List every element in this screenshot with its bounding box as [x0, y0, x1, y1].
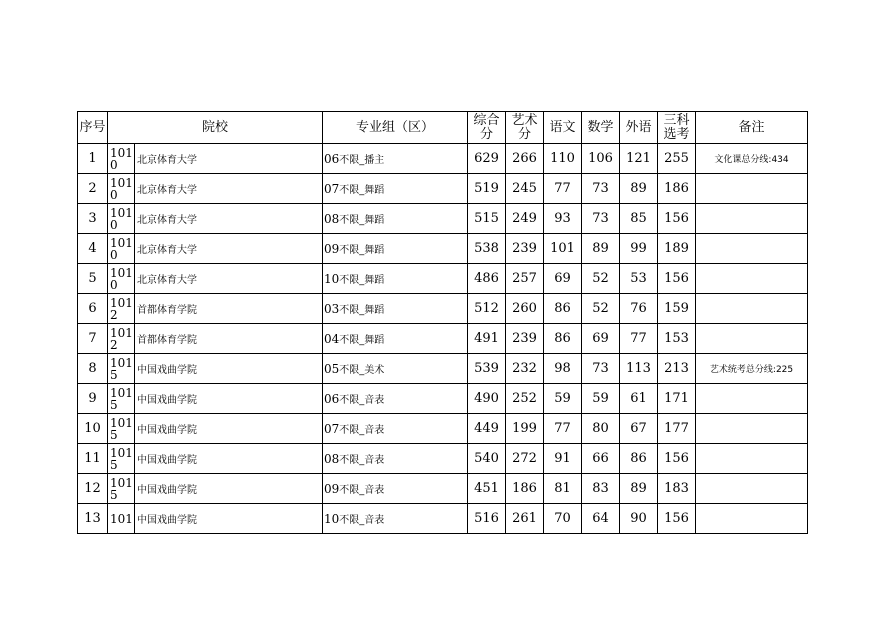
foreign-score-cell: 77	[620, 324, 658, 354]
group-cell	[323, 174, 468, 204]
group-number: 08	[324, 452, 340, 466]
math-score-cell: 89	[582, 234, 620, 264]
art-score-cell: 232	[506, 354, 544, 384]
group-cell	[323, 414, 468, 444]
table-row	[78, 474, 808, 504]
chinese-score-cell: 91	[544, 444, 582, 474]
math-score-cell: 73	[582, 204, 620, 234]
remark-cell	[696, 474, 808, 504]
school-name-cell: 北京体育大学	[135, 144, 323, 174]
seq-cell: 1	[78, 144, 108, 174]
group-number: 05	[324, 362, 340, 376]
art-score-cell: 239	[506, 234, 544, 264]
total-score-cell: 538	[468, 234, 506, 264]
group-label: 不限_舞蹈	[339, 275, 385, 286]
header-three-elective: 三科 选考	[658, 112, 696, 144]
foreign-score-cell: 89	[620, 174, 658, 204]
group-cell	[323, 294, 468, 324]
table-row	[78, 354, 808, 384]
group-label: 不限_舞蹈	[339, 215, 385, 226]
art-score-cell: 266	[506, 144, 544, 174]
math-score-cell: 83	[582, 474, 620, 504]
chinese-score-cell: 86	[544, 324, 582, 354]
group-number: 08	[324, 212, 340, 226]
art-score-cell: 272	[506, 444, 544, 474]
remark-cell	[696, 324, 808, 354]
group-label: 不限_舞蹈	[339, 305, 385, 316]
remark-cell	[696, 294, 808, 324]
total-score-cell: 629	[468, 144, 506, 174]
foreign-score-cell: 121	[620, 144, 658, 174]
group-number: 07	[324, 422, 340, 436]
school-code-cell: 1015	[108, 354, 135, 384]
table-row	[78, 234, 808, 264]
math-score-cell: 106	[582, 144, 620, 174]
header-seq: 序号	[78, 112, 108, 144]
group-cell	[323, 474, 468, 504]
school-name-cell: 北京体育大学	[135, 234, 323, 264]
school-code-cell: 1010	[108, 264, 135, 294]
school-name-cell: 中国戏曲学院	[135, 354, 323, 384]
seq-cell: 3	[78, 204, 108, 234]
group-cell	[323, 234, 468, 264]
math-score-cell: 59	[582, 384, 620, 414]
group-number: 07	[324, 182, 340, 196]
chinese-score-cell: 77	[544, 414, 582, 444]
header-foreign: 外语	[620, 112, 658, 144]
total-score-cell: 490	[468, 384, 506, 414]
remark-cell	[696, 444, 808, 474]
school-name-cell: 首都体育学院	[135, 324, 323, 354]
three-elective-cell: 159	[658, 294, 696, 324]
three-elective-cell: 189	[658, 234, 696, 264]
foreign-score-cell: 113	[620, 354, 658, 384]
school-code-cell: 1015	[108, 384, 135, 414]
three-elective-cell: 153	[658, 324, 696, 354]
total-score-cell: 539	[468, 354, 506, 384]
group-number: 09	[324, 482, 340, 496]
chinese-score-cell: 101	[544, 234, 582, 264]
school-name-cell: 中国戏曲学院	[135, 504, 323, 534]
group-label: 不限_音表	[339, 515, 385, 526]
total-score-cell: 540	[468, 444, 506, 474]
total-score-cell: 516	[468, 504, 506, 534]
group-number: 06	[324, 152, 340, 166]
three-elective-cell: 255	[658, 144, 696, 174]
group-cell	[323, 144, 468, 174]
chinese-score-cell: 77	[544, 174, 582, 204]
seq-cell: 8	[78, 354, 108, 384]
foreign-score-cell: 85	[620, 204, 658, 234]
school-code-cell: 1015	[108, 474, 135, 504]
chinese-score-cell: 93	[544, 204, 582, 234]
school-name-cell: 中国戏曲学院	[135, 414, 323, 444]
math-score-cell: 69	[582, 324, 620, 354]
foreign-score-cell: 90	[620, 504, 658, 534]
seq-cell: 12	[78, 474, 108, 504]
math-score-cell: 66	[582, 444, 620, 474]
table-row	[78, 144, 808, 174]
header-art: 艺术 分	[506, 112, 544, 144]
seq-cell: 4	[78, 234, 108, 264]
school-code-cell: 101	[108, 504, 135, 534]
group-label: 不限_舞蹈	[339, 335, 385, 346]
math-score-cell: 52	[582, 294, 620, 324]
table-row	[78, 294, 808, 324]
school-code-cell: 1015	[108, 414, 135, 444]
total-score-cell: 515	[468, 204, 506, 234]
three-elective-cell: 171	[658, 384, 696, 414]
chinese-score-cell: 59	[544, 384, 582, 414]
admission-score-table	[77, 111, 808, 534]
chinese-score-cell: 70	[544, 504, 582, 534]
header-group: 专业组（区）	[323, 112, 468, 144]
header-chinese: 语文	[544, 112, 582, 144]
foreign-score-cell: 67	[620, 414, 658, 444]
three-elective-cell: 156	[658, 504, 696, 534]
group-number: 09	[324, 242, 340, 256]
remark-cell	[696, 234, 808, 264]
seq-cell: 9	[78, 384, 108, 414]
table-row	[78, 414, 808, 444]
group-label: 不限_播主	[339, 155, 385, 166]
remark-cell: 文化课总分线:434	[696, 144, 808, 174]
chinese-score-cell: 81	[544, 474, 582, 504]
group-label: 不限_音表	[339, 485, 385, 496]
table-row	[78, 174, 808, 204]
three-elective-cell: 177	[658, 414, 696, 444]
group-label: 不限_音表	[339, 395, 385, 406]
school-code-cell: 1010	[108, 174, 135, 204]
header-math: 数学	[582, 112, 620, 144]
group-number: 10	[324, 512, 340, 526]
total-score-cell: 451	[468, 474, 506, 504]
art-score-cell: 257	[506, 264, 544, 294]
school-code-cell: 1015	[108, 444, 135, 474]
foreign-score-cell: 76	[620, 294, 658, 324]
group-cell	[323, 444, 468, 474]
remark-cell	[696, 264, 808, 294]
seq-cell: 2	[78, 174, 108, 204]
three-elective-cell: 156	[658, 264, 696, 294]
remark-cell	[696, 384, 808, 414]
group-label: 不限_美术	[339, 365, 385, 376]
group-cell	[323, 384, 468, 414]
group-label: 不限_音表	[339, 425, 385, 436]
art-score-cell: 249	[506, 204, 544, 234]
remark-cell	[696, 504, 808, 534]
table-row	[78, 504, 808, 534]
school-name-cell: 北京体育大学	[135, 174, 323, 204]
remark-cell: 艺术统考总分线:225	[696, 354, 808, 384]
seq-cell: 11	[78, 444, 108, 474]
school-code-cell: 1012	[108, 294, 135, 324]
total-score-cell: 519	[468, 174, 506, 204]
school-name-cell: 北京体育大学	[135, 204, 323, 234]
seq-cell: 7	[78, 324, 108, 354]
three-elective-cell: 156	[658, 204, 696, 234]
group-label: 不限_舞蹈	[339, 245, 385, 256]
table-row	[78, 324, 808, 354]
total-score-cell: 491	[468, 324, 506, 354]
foreign-score-cell: 89	[620, 474, 658, 504]
school-code-cell: 1010	[108, 204, 135, 234]
seq-cell: 10	[78, 414, 108, 444]
foreign-score-cell: 99	[620, 234, 658, 264]
school-name-cell: 中国戏曲学院	[135, 474, 323, 504]
group-cell	[323, 264, 468, 294]
header-remark: 备注	[696, 112, 808, 144]
school-name-cell: 中国戏曲学院	[135, 384, 323, 414]
three-elective-cell: 213	[658, 354, 696, 384]
foreign-score-cell: 61	[620, 384, 658, 414]
math-score-cell: 64	[582, 504, 620, 534]
header-row	[78, 112, 808, 144]
school-name-cell: 首都体育学院	[135, 294, 323, 324]
header-school: 院校	[108, 112, 323, 144]
group-cell	[323, 504, 468, 534]
school-code-cell: 1010	[108, 234, 135, 264]
art-score-cell: 245	[506, 174, 544, 204]
group-cell	[323, 324, 468, 354]
total-score-cell: 449	[468, 414, 506, 444]
remark-cell	[696, 174, 808, 204]
group-cell	[323, 204, 468, 234]
foreign-score-cell: 86	[620, 444, 658, 474]
art-score-cell: 199	[506, 414, 544, 444]
seq-cell: 6	[78, 294, 108, 324]
group-number: 06	[324, 392, 340, 406]
group-number: 03	[324, 302, 340, 316]
math-score-cell: 73	[582, 174, 620, 204]
chinese-score-cell: 69	[544, 264, 582, 294]
table-row	[78, 204, 808, 234]
seq-cell: 13	[78, 504, 108, 534]
chinese-score-cell: 86	[544, 294, 582, 324]
art-score-cell: 239	[506, 324, 544, 354]
group-label: 不限_舞蹈	[339, 185, 385, 196]
group-label: 不限_音表	[339, 455, 385, 466]
group-number: 04	[324, 332, 340, 346]
table-row	[78, 384, 808, 414]
chinese-score-cell: 98	[544, 354, 582, 384]
remark-cell	[696, 204, 808, 234]
remark-cell	[696, 414, 808, 444]
seq-cell: 5	[78, 264, 108, 294]
school-code-cell: 1012	[108, 324, 135, 354]
school-name-cell: 中国戏曲学院	[135, 444, 323, 474]
total-score-cell: 512	[468, 294, 506, 324]
table-row	[78, 264, 808, 294]
three-elective-cell: 156	[658, 444, 696, 474]
table-row	[78, 444, 808, 474]
art-score-cell: 260	[506, 294, 544, 324]
group-cell	[323, 354, 468, 384]
three-elective-cell: 186	[658, 174, 696, 204]
math-score-cell: 73	[582, 354, 620, 384]
header-total: 综合 分	[468, 112, 506, 144]
art-score-cell: 261	[506, 504, 544, 534]
school-name-cell: 北京体育大学	[135, 264, 323, 294]
school-code-cell: 1010	[108, 144, 135, 174]
three-elective-cell: 183	[658, 474, 696, 504]
art-score-cell: 186	[506, 474, 544, 504]
foreign-score-cell: 53	[620, 264, 658, 294]
math-score-cell: 52	[582, 264, 620, 294]
total-score-cell: 486	[468, 264, 506, 294]
math-score-cell: 80	[582, 414, 620, 444]
group-number: 10	[324, 272, 340, 286]
art-score-cell: 252	[506, 384, 544, 414]
chinese-score-cell: 110	[544, 144, 582, 174]
